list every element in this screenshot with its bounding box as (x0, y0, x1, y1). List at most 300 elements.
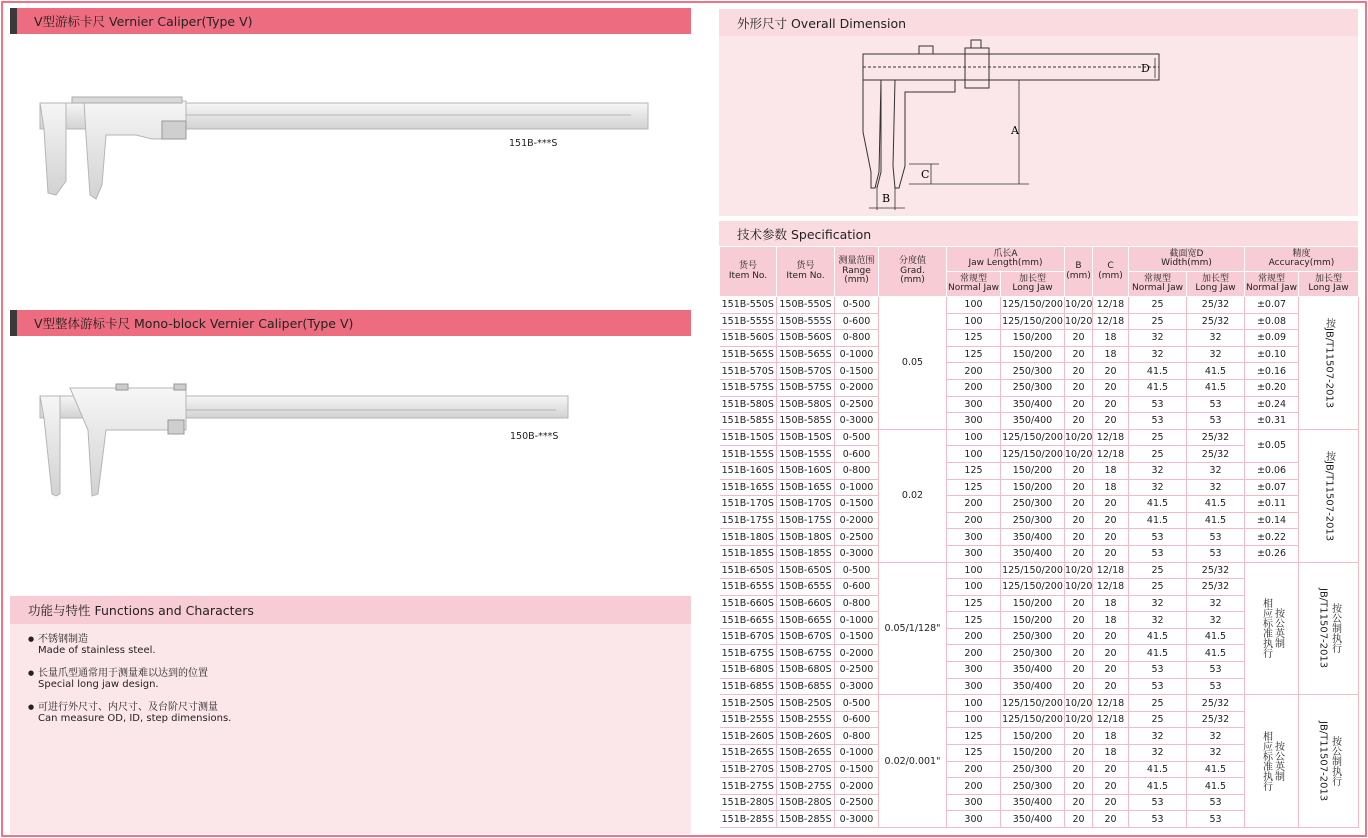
b-cell: 20 (1065, 479, 1093, 496)
width-normal-cell: 41.5 (1129, 761, 1187, 778)
width-long-cell: 25/32 (1187, 579, 1245, 596)
width-long-cell: 41.5 (1187, 778, 1245, 795)
width-long-cell: 25/32 (1187, 711, 1245, 728)
range-cell: 0-500 (835, 695, 879, 712)
width-long-cell: 25/32 (1187, 429, 1245, 446)
b-cell: 10/20 (1065, 429, 1093, 446)
width-normal-cell: 53 (1129, 811, 1187, 828)
jaw-normal-cell: 100 (947, 429, 1001, 446)
functions-header: 功能与特性 Functions and Characters (10, 596, 691, 624)
c-cell: 20 (1093, 811, 1129, 828)
jaw-long-cell: 125/150/200 (1001, 297, 1065, 314)
jaw-normal-cell: 125 (947, 745, 1001, 762)
b-cell: 20 (1065, 761, 1093, 778)
b-cell: 20 (1065, 794, 1093, 811)
width-long-cell: 53 (1187, 545, 1245, 562)
range-cell: 0-2500 (835, 662, 879, 679)
jaw-long-cell: 350/400 (1001, 545, 1065, 562)
c-cell: 18 (1093, 595, 1129, 612)
jaw-long-cell: 125/150/200 (1001, 313, 1065, 330)
jaw-long-cell: 125/150/200 (1001, 711, 1065, 728)
jaw-normal-cell: 300 (947, 811, 1001, 828)
item-no-2-cell: 150B-670S (777, 628, 835, 645)
width-long-cell: 41.5 (1187, 761, 1245, 778)
item-no-2-cell: 150B-585S (777, 413, 835, 430)
label-a: A (1011, 124, 1019, 137)
table-row (720, 413, 1359, 430)
item-no-cell: 151B-260S (720, 728, 777, 745)
header-normal-jaw: 常规型 Normal Jaw (947, 272, 1001, 297)
b-cell: 20 (1065, 363, 1093, 380)
c-cell: 12/18 (1093, 446, 1129, 463)
c-cell: 18 (1093, 612, 1129, 629)
width-normal-cell: 41.5 (1129, 645, 1187, 662)
jaw-normal-cell: 200 (947, 496, 1001, 513)
item-no-cell: 151B-565S (720, 346, 777, 363)
jaw-long-cell: 350/400 (1001, 396, 1065, 413)
jaw-normal-cell: 200 (947, 778, 1001, 795)
width-long-cell: 25/32 (1187, 695, 1245, 712)
b-cell: 20 (1065, 678, 1093, 695)
range-cell: 0-1000 (835, 745, 879, 762)
caliper2-code: 150B-***S (510, 431, 559, 442)
c-cell: 20 (1093, 413, 1129, 430)
c-cell: 12/18 (1093, 313, 1129, 330)
jaw-normal-cell: 300 (947, 529, 1001, 546)
jaw-long-cell: 250/300 (1001, 496, 1065, 513)
c-cell: 12/18 (1093, 297, 1129, 314)
width-normal-cell: 41.5 (1129, 379, 1187, 396)
b-cell: 20 (1065, 595, 1093, 612)
jaw-normal-cell: 300 (947, 662, 1001, 679)
c-cell: 20 (1093, 794, 1129, 811)
width-long-cell: 53 (1187, 529, 1245, 546)
width-long-cell: 32 (1187, 745, 1245, 762)
standard-cell: 按公制执行 JB/T11507-2013 (1299, 562, 1359, 695)
jaw-long-cell: 250/300 (1001, 363, 1065, 380)
item-no-2-cell: 150B-255S (777, 711, 835, 728)
item-no-cell: 151B-560S (720, 330, 777, 347)
jaw-long-cell: 150/200 (1001, 462, 1065, 479)
item-no-2-cell: 150B-665S (777, 612, 835, 629)
item-no-cell: 151B-675S (720, 645, 777, 662)
b-cell: 20 (1065, 645, 1093, 662)
width-normal-cell: 41.5 (1129, 512, 1187, 529)
item-no-2-cell: 150B-165S (777, 479, 835, 496)
range-cell: 0-800 (835, 595, 879, 612)
jaw-long-cell: 350/400 (1001, 794, 1065, 811)
range-cell: 0-2000 (835, 512, 879, 529)
jaw-long-cell: 250/300 (1001, 628, 1065, 645)
width-long-cell: 41.5 (1187, 379, 1245, 396)
item-no-2-cell: 150B-660S (777, 595, 835, 612)
item-no-2-cell: 150B-175S (777, 512, 835, 529)
section-title: V型游标卡尺 Vernier Caliper(Type V) (34, 14, 253, 29)
range-cell: 0-800 (835, 330, 879, 347)
standard-cell: 按JB/T11507-2013 (1299, 297, 1359, 430)
section-title: 外形尺寸 Overall Dimension (737, 15, 907, 31)
item-no-cell: 151B-275S (720, 778, 777, 795)
width-long-cell: 53 (1187, 811, 1245, 828)
accuracy-text-cell: 按公英制 相应标准执行 (1245, 562, 1299, 695)
item-no-cell: 151B-555S (720, 313, 777, 330)
item-no-2-cell: 150B-275S (777, 778, 835, 795)
b-cell: 20 (1065, 496, 1093, 513)
c-cell: 20 (1093, 529, 1129, 546)
c-cell: 20 (1093, 379, 1129, 396)
width-normal-cell: 53 (1129, 794, 1187, 811)
item-no-cell: 151B-285S (720, 811, 777, 828)
width-normal-cell: 53 (1129, 396, 1187, 413)
c-cell: 12/18 (1093, 579, 1129, 596)
item-no-cell: 151B-580S (720, 396, 777, 413)
item-no-cell: 151B-250S (720, 695, 777, 712)
mono-block-caliper-image (36, 382, 576, 497)
b-cell: 20 (1065, 612, 1093, 629)
jaw-normal-cell: 200 (947, 628, 1001, 645)
jaw-normal-cell: 100 (947, 313, 1001, 330)
b-cell: 20 (1065, 811, 1093, 828)
b-cell: 20 (1065, 330, 1093, 347)
width-normal-cell: 53 (1129, 678, 1187, 695)
b-cell: 20 (1065, 545, 1093, 562)
range-cell: 0-3000 (835, 545, 879, 562)
width-normal-cell: 32 (1129, 595, 1187, 612)
c-cell: 12/18 (1093, 562, 1129, 579)
range-cell: 0-1000 (835, 346, 879, 363)
width-long-cell: 53 (1187, 396, 1245, 413)
header-long-jaw: 加长型 Long Jaw (1299, 272, 1359, 297)
c-cell: 18 (1093, 745, 1129, 762)
jaw-normal-cell: 300 (947, 794, 1001, 811)
header-normal-jaw: 常规型 Normal Jaw (1129, 272, 1187, 297)
width-normal-cell: 25 (1129, 429, 1187, 446)
item-no-cell: 151B-170S (720, 496, 777, 513)
item-no-2-cell: 150B-680S (777, 662, 835, 679)
header-item-no: 货号 Item No. (720, 247, 777, 297)
table-row (720, 695, 1359, 712)
range-cell: 0-800 (835, 728, 879, 745)
functions-panel (10, 596, 691, 834)
jaw-long-cell: 350/400 (1001, 662, 1065, 679)
width-long-cell: 32 (1187, 346, 1245, 363)
header-long-jaw: 加长型 Long Jaw (1187, 272, 1245, 297)
header-width: 截面宽D Width(mm) (1129, 247, 1245, 272)
item-no-2-cell: 150B-560S (777, 330, 835, 347)
jaw-normal-cell: 125 (947, 728, 1001, 745)
width-normal-cell: 32 (1129, 462, 1187, 479)
jaw-normal-cell: 125 (947, 462, 1001, 479)
table-row (720, 330, 1359, 347)
b-cell: 20 (1065, 462, 1093, 479)
accuracy-cell: ±0.16 (1245, 363, 1299, 380)
spec-table-body (720, 297, 1359, 828)
item-no-cell: 151B-150S (720, 429, 777, 446)
jaw-long-cell: 150/200 (1001, 595, 1065, 612)
accuracy-cell: ±0.31 (1245, 413, 1299, 430)
jaw-normal-cell: 125 (947, 612, 1001, 629)
item-no-cell: 151B-270S (720, 761, 777, 778)
width-normal-cell: 53 (1129, 545, 1187, 562)
item-no-cell: 151B-280S (720, 794, 777, 811)
width-normal-cell: 53 (1129, 413, 1187, 430)
b-cell: 20 (1065, 379, 1093, 396)
table-row (720, 545, 1359, 562)
caliper1-code: 151B-***S (509, 138, 558, 149)
b-cell: 10/20 (1065, 446, 1093, 463)
header-accuracy: 精度 Accuracy(mm) (1245, 247, 1359, 272)
accuracy-cell: ±0.08 (1245, 313, 1299, 330)
jaw-normal-cell: 300 (947, 413, 1001, 430)
accuracy-cell: ±0.05 (1245, 429, 1299, 462)
b-cell: 10/20 (1065, 562, 1093, 579)
section-header-mono-block (10, 310, 691, 336)
item-no-cell: 151B-265S (720, 745, 777, 762)
b-cell: 20 (1065, 778, 1093, 795)
b-cell: 20 (1065, 396, 1093, 413)
width-normal-cell: 41.5 (1129, 628, 1187, 645)
width-normal-cell: 41.5 (1129, 363, 1187, 380)
section-header-spec (719, 221, 1358, 246)
range-cell: 0-1000 (835, 612, 879, 629)
item-no-2-cell: 150B-185S (777, 545, 835, 562)
b-cell: 10/20 (1065, 297, 1093, 314)
table-row (720, 346, 1359, 363)
range-cell: 0-500 (835, 429, 879, 446)
accuracy-cell: ±0.11 (1245, 496, 1299, 513)
width-long-cell: 25/32 (1187, 297, 1245, 314)
c-cell: 12/18 (1093, 711, 1129, 728)
item-no-2-cell: 150B-170S (777, 496, 835, 513)
item-no-2-cell: 150B-265S (777, 745, 835, 762)
vernier-caliper-image (36, 95, 656, 205)
range-cell: 0-2000 (835, 645, 879, 662)
c-cell: 20 (1093, 761, 1129, 778)
width-long-cell: 41.5 (1187, 628, 1245, 645)
range-cell: 0-3000 (835, 413, 879, 430)
jaw-long-cell: 150/200 (1001, 479, 1065, 496)
table-row (720, 479, 1359, 496)
c-cell: 20 (1093, 678, 1129, 695)
jaw-long-cell: 350/400 (1001, 413, 1065, 430)
item-no-2-cell: 150B-260S (777, 728, 835, 745)
item-no-2-cell: 150B-555S (777, 313, 835, 330)
accuracy-cell: ±0.24 (1245, 396, 1299, 413)
width-long-cell: 41.5 (1187, 496, 1245, 513)
range-cell: 0-500 (835, 297, 879, 314)
jaw-long-cell: 125/150/200 (1001, 579, 1065, 596)
header-item-no-2: 货号 Item No. (777, 247, 835, 297)
width-long-cell: 32 (1187, 595, 1245, 612)
width-long-cell: 25/32 (1187, 562, 1245, 579)
item-no-cell: 151B-155S (720, 446, 777, 463)
table-row (720, 529, 1359, 546)
jaw-long-cell: 125/150/200 (1001, 446, 1065, 463)
c-cell: 12/18 (1093, 429, 1129, 446)
width-normal-cell: 32 (1129, 612, 1187, 629)
jaw-long-cell: 250/300 (1001, 778, 1065, 795)
section-header-dimension (719, 9, 1358, 36)
width-long-cell: 53 (1187, 662, 1245, 679)
item-no-cell: 151B-185S (720, 545, 777, 562)
b-cell: 20 (1065, 346, 1093, 363)
item-no-cell: 151B-670S (720, 628, 777, 645)
range-cell: 0-1500 (835, 496, 879, 513)
width-normal-cell: 41.5 (1129, 496, 1187, 513)
width-normal-cell: 25 (1129, 446, 1187, 463)
c-cell: 20 (1093, 496, 1129, 513)
width-long-cell: 32 (1187, 479, 1245, 496)
item-no-cell: 151B-180S (720, 529, 777, 546)
item-no-cell: 151B-660S (720, 595, 777, 612)
c-cell: 20 (1093, 512, 1129, 529)
jaw-normal-cell: 100 (947, 695, 1001, 712)
range-cell: 0-600 (835, 446, 879, 463)
jaw-normal-cell: 200 (947, 645, 1001, 662)
accuracy-cell: ±0.07 (1245, 479, 1299, 496)
item-no-2-cell: 150B-685S (777, 678, 835, 695)
label-b: B (882, 192, 891, 205)
item-no-2-cell: 150B-570S (777, 363, 835, 380)
b-cell: 20 (1065, 529, 1093, 546)
feature-list (10, 624, 691, 724)
jaw-long-cell: 150/200 (1001, 728, 1065, 745)
width-normal-cell: 25 (1129, 579, 1187, 596)
item-no-cell: 151B-655S (720, 579, 777, 596)
item-no-2-cell: 150B-270S (777, 761, 835, 778)
item-no-cell: 151B-160S (720, 462, 777, 479)
range-cell: 0-2000 (835, 778, 879, 795)
range-cell: 0-1500 (835, 761, 879, 778)
jaw-normal-cell: 200 (947, 363, 1001, 380)
item-no-cell: 151B-585S (720, 413, 777, 430)
jaw-normal-cell: 300 (947, 545, 1001, 562)
table-row (720, 462, 1359, 479)
width-normal-cell: 32 (1129, 728, 1187, 745)
item-no-cell: 151B-680S (720, 662, 777, 679)
jaw-long-cell: 150/200 (1001, 330, 1065, 347)
c-cell: 18 (1093, 728, 1129, 745)
width-normal-cell: 53 (1129, 529, 1187, 546)
range-cell: 0-600 (835, 711, 879, 728)
jaw-normal-cell: 300 (947, 396, 1001, 413)
width-normal-cell: 32 (1129, 479, 1187, 496)
label-c: C (921, 168, 930, 181)
jaw-long-cell: 250/300 (1001, 761, 1065, 778)
range-cell: 0-1000 (835, 479, 879, 496)
jaw-long-cell: 125/150/200 (1001, 695, 1065, 712)
grad-cell: 0.05 (879, 297, 947, 430)
jaw-long-cell: 350/400 (1001, 811, 1065, 828)
width-long-cell: 41.5 (1187, 512, 1245, 529)
width-normal-cell: 41.5 (1129, 778, 1187, 795)
accuracy-cell: ±0.07 (1245, 297, 1299, 314)
width-normal-cell: 25 (1129, 297, 1187, 314)
item-no-cell: 151B-255S (720, 711, 777, 728)
accuracy-text-cell: 按公英制 相应标准执行 (1245, 695, 1299, 828)
jaw-long-cell: 150/200 (1001, 745, 1065, 762)
table-row (720, 496, 1359, 513)
item-no-2-cell: 150B-550S (777, 297, 835, 314)
b-cell: 10/20 (1065, 579, 1093, 596)
dimension-diagram (719, 36, 1358, 216)
width-long-cell: 41.5 (1187, 363, 1245, 380)
jaw-long-cell: 250/300 (1001, 645, 1065, 662)
table-row (720, 297, 1359, 314)
range-cell: 0-600 (835, 579, 879, 596)
feature-item: ● 长量爪型通常用于测量难以达到的位置 Special long jaw design. (28, 668, 691, 690)
section-title: 技术参数 Specification (737, 226, 872, 242)
jaw-normal-cell: 125 (947, 330, 1001, 347)
width-long-cell: 53 (1187, 794, 1245, 811)
item-no-cell: 151B-175S (720, 512, 777, 529)
jaw-normal-cell: 100 (947, 297, 1001, 314)
item-no-2-cell: 150B-580S (777, 396, 835, 413)
jaw-normal-cell: 200 (947, 379, 1001, 396)
c-cell: 20 (1093, 396, 1129, 413)
width-normal-cell: 25 (1129, 313, 1187, 330)
b-cell: 20 (1065, 662, 1093, 679)
jaw-long-cell: 150/200 (1001, 346, 1065, 363)
jaw-normal-cell: 100 (947, 711, 1001, 728)
jaw-long-cell: 250/300 (1001, 379, 1065, 396)
b-cell: 10/20 (1065, 695, 1093, 712)
item-no-cell: 151B-575S (720, 379, 777, 396)
accuracy-cell: ±0.10 (1245, 346, 1299, 363)
grad-cell: 0.02 (879, 429, 947, 562)
standard-cell: 按JB/T11507-2013 (1299, 429, 1359, 562)
table-row (720, 313, 1359, 330)
header-normal-jaw: 常规型 Normal Jaw (1245, 272, 1299, 297)
header-b: B (mm) (1065, 247, 1093, 297)
item-no-cell: 151B-550S (720, 297, 777, 314)
width-long-cell: 25/32 (1187, 313, 1245, 330)
c-cell: 18 (1093, 462, 1129, 479)
width-long-cell: 32 (1187, 330, 1245, 347)
range-cell: 0-2500 (835, 529, 879, 546)
width-normal-cell: 32 (1129, 745, 1187, 762)
width-long-cell: 53 (1187, 678, 1245, 695)
item-no-2-cell: 150B-250S (777, 695, 835, 712)
c-cell: 20 (1093, 645, 1129, 662)
width-normal-cell: 25 (1129, 562, 1187, 579)
jaw-normal-cell: 125 (947, 346, 1001, 363)
b-cell: 20 (1065, 628, 1093, 645)
width-long-cell: 53 (1187, 413, 1245, 430)
jaw-long-cell: 250/300 (1001, 512, 1065, 529)
standard-cell: 按公制执行 JB/T11507-2013 (1299, 695, 1359, 828)
width-normal-cell: 32 (1129, 330, 1187, 347)
jaw-long-cell: 150/200 (1001, 612, 1065, 629)
spec-table-wrap (719, 246, 1358, 828)
c-cell: 20 (1093, 363, 1129, 380)
header-range: 测量范围 Range (mm) (835, 247, 879, 297)
range-cell: 0-1500 (835, 628, 879, 645)
grad-cell: 0.05/1/128" (879, 562, 947, 695)
jaw-long-cell: 125/150/200 (1001, 562, 1065, 579)
jaw-normal-cell: 100 (947, 446, 1001, 463)
width-long-cell: 32 (1187, 462, 1245, 479)
item-no-cell: 151B-570S (720, 363, 777, 380)
width-long-cell: 41.5 (1187, 645, 1245, 662)
b-cell: 20 (1065, 745, 1093, 762)
c-cell: 12/18 (1093, 695, 1129, 712)
c-cell: 18 (1093, 330, 1129, 347)
jaw-normal-cell: 200 (947, 761, 1001, 778)
feature-item: ● 可进行外尺寸、内尺寸、及台阶尺寸测量 Can measure OD, ID, step dimensions. (28, 702, 691, 724)
range-cell: 0-1500 (835, 363, 879, 380)
header-marker (10, 8, 17, 34)
